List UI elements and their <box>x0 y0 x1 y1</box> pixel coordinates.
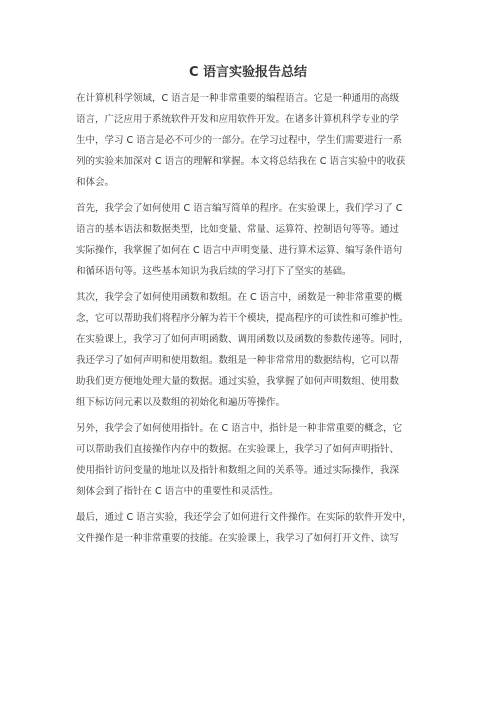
text-line: 其次，我学会了如何使用函数和数组。在 C 语言中，函数是一种非常重要的概 <box>76 292 403 303</box>
text-line: 组下标访问元素以及数组的初始化和遍历等操作。 <box>76 397 286 408</box>
text-line: 刻体会到了指针在 C 语言中的重要性和灵活性。 <box>76 486 279 497</box>
text-line: 我还学习了如何声明和使用数组。数组是一种非常常用的数据结构，它可以帮 <box>76 355 400 366</box>
text-line: 在实验课上，我学习了如何声明函数、调用函数以及函数的参数传递等。同时， <box>76 334 409 345</box>
text-line: 使用指针访问变量的地址以及指针和数组之间的关系等。通过实际操作，我深 <box>76 465 400 476</box>
text-line: 生中，学习 C 语言是必不可少的一部分。在学习过程中，学生们需要进行一系 <box>76 135 403 146</box>
paragraph <box>76 198 436 282</box>
text-line: 和体会。 <box>76 177 115 188</box>
text-line: 和循环语句等。这些基本知识为我后续的学习打下了坚实的基础。 <box>76 266 352 277</box>
text-line: 语言的基本语法和数据类型，比如变量、常量、运算符、控制语句等等。通过 <box>76 224 400 235</box>
text-line: 可以帮助我们直接操作内存中的数据。在实验课上，我学习了如何声明指针、 <box>76 444 400 455</box>
text-line: 另外，我学会了如何使用指针。在 C 语言中，指针是一种非常重要的概念，它 <box>76 423 403 434</box>
text-line: 文件操作是一种非常重要的技能。在实验课上，我学习了如何打开文件、读写 <box>76 533 400 544</box>
text-line: 语言，广泛应用于系统软件开发和应用软件开发。在诸多计算机科学专业的学 <box>76 114 400 125</box>
paragraph <box>76 418 436 502</box>
text-line: 最后，通过 C 语言实验，我还学会了如何进行文件操作。在实际的软件开发中， <box>76 512 412 523</box>
text-line: 首先，我学会了如何使用 C 语言编写简单的程序。在实验课上，我们学习了 C <box>76 203 403 214</box>
text-line: 助我们更方便地处理大量的数据。通过实验，我掌握了如何声明数组、使用数 <box>76 376 400 387</box>
text-line: 念，它可以帮助我们将程序分解为若干个模块，提高程序的可读性和可维护性。 <box>76 313 409 324</box>
document-body <box>76 88 436 554</box>
text-line: 列的实验来加深对 C 语言的理解和掌握。本文将总结我在 C 语言实验中的收获 <box>76 156 406 167</box>
paragraph <box>76 507 436 549</box>
paragraph <box>76 88 436 193</box>
text-line: 实际操作，我掌握了如何在 C 语言中声明变量、进行算术运算、编写条件语句 <box>76 245 403 256</box>
text-line: 在计算机科学领域，C 语言是一种非常重要的编程语言。它是一种通用的高级 <box>76 93 400 104</box>
paragraph <box>76 287 436 413</box>
page-title: C 语言实验报告总结 <box>188 65 308 80</box>
